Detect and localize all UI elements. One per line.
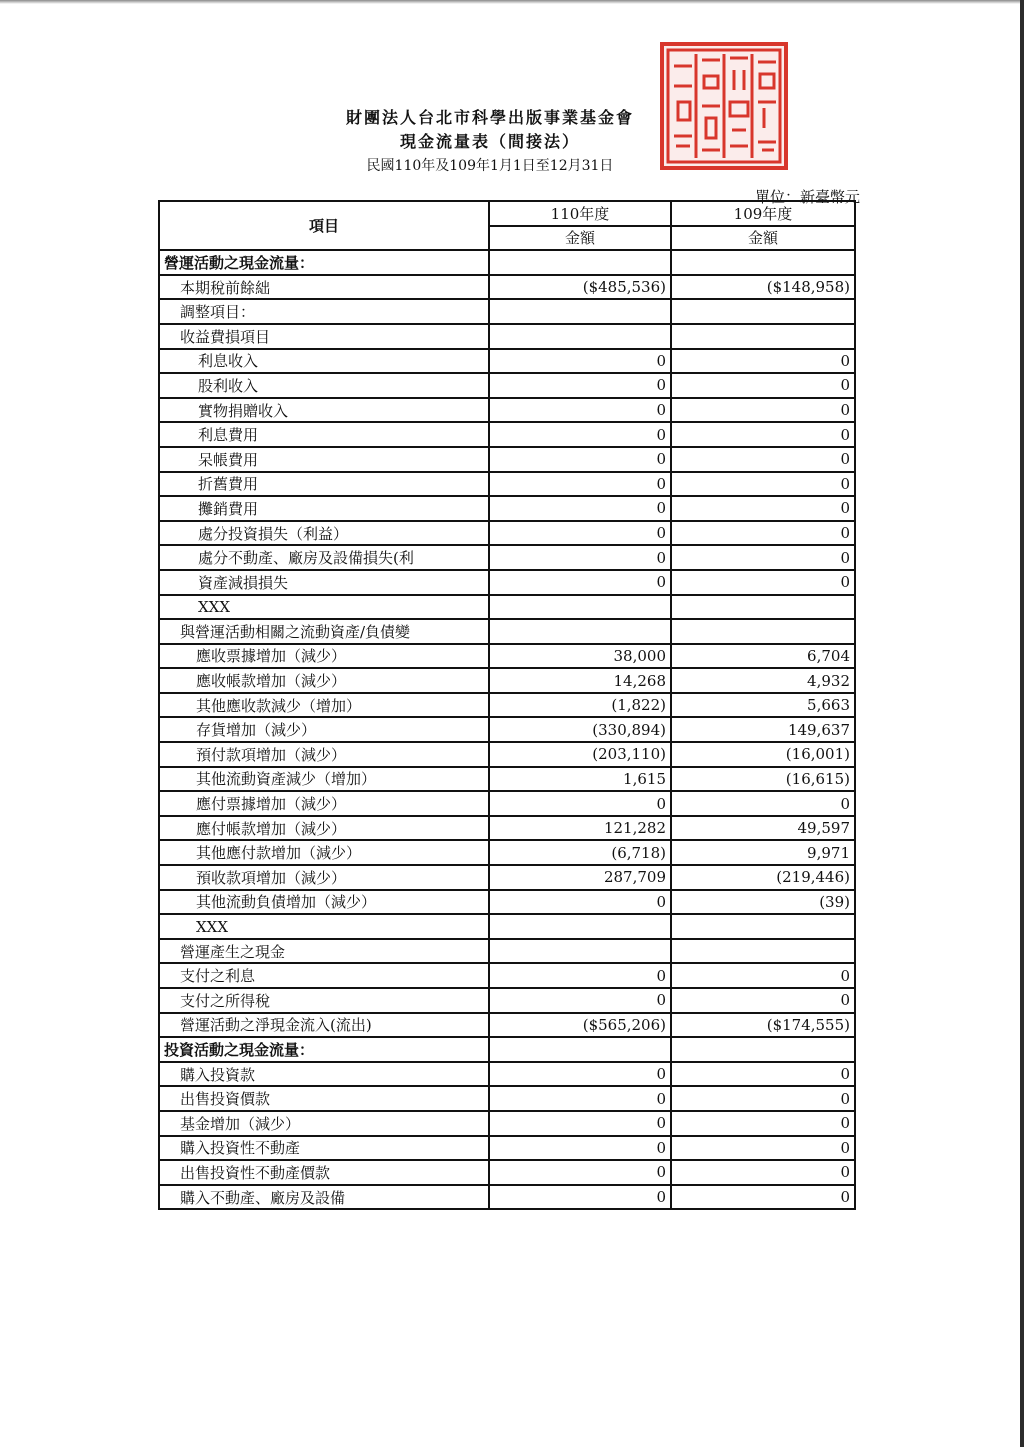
seal-stamp bbox=[660, 42, 788, 170]
table-row bbox=[159, 349, 855, 374]
amount-109: 0 bbox=[671, 988, 855, 1013]
table-row bbox=[159, 890, 855, 915]
row-label: 其他應收款減少（增加） bbox=[159, 693, 489, 718]
table-row bbox=[159, 988, 855, 1013]
table-row bbox=[159, 1037, 855, 1062]
row-label: 出售投資性不動產價款 bbox=[159, 1160, 489, 1185]
table-row bbox=[159, 717, 855, 742]
row-label: 處分投資損失（利益） bbox=[159, 521, 489, 546]
row-label: 存貨增加（減少） bbox=[159, 717, 489, 742]
cash-flow-body bbox=[159, 250, 855, 1209]
row-label: 預收款項增加（減少） bbox=[159, 865, 489, 890]
amount-109: 0 bbox=[671, 1136, 855, 1161]
amount-109: 0 bbox=[671, 398, 855, 423]
amount-110: ($565,206) bbox=[489, 1013, 671, 1038]
table-row bbox=[159, 299, 855, 324]
amount-110: 0 bbox=[489, 1062, 671, 1087]
amount-109: 0 bbox=[671, 545, 855, 570]
table-row bbox=[159, 668, 855, 693]
row-label: 預付款項增加（減少） bbox=[159, 742, 489, 767]
amount-109: (219,446) bbox=[671, 865, 855, 890]
statement-title: 現金流量表（間接法） bbox=[399, 132, 580, 151]
table-row bbox=[159, 644, 855, 669]
amount-110 bbox=[489, 250, 671, 275]
row-label: 折舊費用 bbox=[159, 472, 489, 497]
header-year-110: 110年度 bbox=[489, 201, 671, 226]
row-label: 呆帳費用 bbox=[159, 447, 489, 472]
amount-110: 0 bbox=[489, 545, 671, 570]
amount-109: 0 bbox=[671, 963, 855, 988]
amount-110: 0 bbox=[489, 349, 671, 374]
row-label: 利息收入 bbox=[159, 349, 489, 374]
amount-109: 0 bbox=[671, 570, 855, 595]
header-amount-110: 金額 bbox=[489, 226, 671, 251]
table-row bbox=[159, 693, 855, 718]
table-row bbox=[159, 619, 855, 644]
amount-109: 0 bbox=[671, 791, 855, 816]
amount-109: 0 bbox=[671, 422, 855, 447]
table-row bbox=[159, 521, 855, 546]
amount-110: 0 bbox=[489, 521, 671, 546]
table-row bbox=[159, 840, 855, 865]
amount-110: 0 bbox=[489, 447, 671, 472]
table-row bbox=[159, 914, 855, 939]
amount-109: ($148,958) bbox=[671, 275, 855, 300]
table-row bbox=[159, 767, 855, 792]
table-row bbox=[159, 422, 855, 447]
amount-110: 0 bbox=[489, 988, 671, 1013]
row-label: 應付票據增加（減少） bbox=[159, 791, 489, 816]
table-row bbox=[159, 1185, 855, 1210]
row-label: 支付之利息 bbox=[159, 963, 489, 988]
table-row bbox=[159, 1111, 855, 1136]
row-label: 營運活動之淨現金流入(流出) bbox=[159, 1013, 489, 1038]
table-row bbox=[159, 275, 855, 300]
amount-109: 149,637 bbox=[671, 717, 855, 742]
amount-109: 49,597 bbox=[671, 816, 855, 841]
amount-109: 6,704 bbox=[671, 644, 855, 669]
amount-110: 0 bbox=[489, 496, 671, 521]
amount-110: 0 bbox=[489, 1136, 671, 1161]
amount-110: 14,268 bbox=[489, 668, 671, 693]
row-label: 應付帳款增加（減少） bbox=[159, 816, 489, 841]
amount-110: 0 bbox=[489, 422, 671, 447]
row-label: 本期稅前餘絀 bbox=[159, 275, 489, 300]
table-row bbox=[159, 1136, 855, 1161]
scan-top-edge bbox=[0, 0, 1024, 4]
row-label: 應收票據增加（減少） bbox=[159, 644, 489, 669]
amount-110: (1,822) bbox=[489, 693, 671, 718]
amount-110: 0 bbox=[489, 373, 671, 398]
row-label: 基金增加（減少） bbox=[159, 1111, 489, 1136]
amount-109: ($174,555) bbox=[671, 1013, 855, 1038]
amount-109: (39) bbox=[671, 890, 855, 915]
table-row bbox=[159, 963, 855, 988]
amount-110: 0 bbox=[489, 1185, 671, 1210]
amount-110 bbox=[489, 939, 671, 964]
amount-110: 0 bbox=[489, 1086, 671, 1111]
amount-109: 0 bbox=[671, 1160, 855, 1185]
amount-110: (330,894) bbox=[489, 717, 671, 742]
table-row bbox=[159, 1160, 855, 1185]
table-row bbox=[159, 595, 855, 620]
table-row bbox=[159, 570, 855, 595]
row-label: 實物捐贈收入 bbox=[159, 398, 489, 423]
cash-flow-table bbox=[158, 200, 856, 1210]
amount-109: 5,663 bbox=[671, 693, 855, 718]
table-row bbox=[159, 496, 855, 521]
currency-unit: 單位：新臺幣元 bbox=[754, 188, 860, 206]
amount-110: ($485,536) bbox=[489, 275, 671, 300]
row-label: 購入投資性不動產 bbox=[159, 1136, 489, 1161]
amount-110: 0 bbox=[489, 472, 671, 497]
table-row bbox=[159, 791, 855, 816]
amount-109 bbox=[671, 324, 855, 349]
table-row bbox=[159, 816, 855, 841]
organization-name: 財團法人台北市科學出版事業基金會 bbox=[345, 108, 634, 127]
table-row bbox=[159, 545, 855, 570]
row-label: XXX bbox=[159, 914, 489, 939]
row-label: 資產減損損失 bbox=[159, 570, 489, 595]
table-row bbox=[159, 1013, 855, 1038]
amount-109: 0 bbox=[671, 349, 855, 374]
table-row bbox=[159, 1086, 855, 1111]
amount-109: 0 bbox=[671, 1111, 855, 1136]
amount-109: 4,932 bbox=[671, 668, 855, 693]
table-row bbox=[159, 865, 855, 890]
amount-109: 0 bbox=[671, 521, 855, 546]
row-label: 利息費用 bbox=[159, 422, 489, 447]
amount-110: 38,000 bbox=[489, 644, 671, 669]
row-label: XXX bbox=[159, 595, 489, 620]
reporting-period: 民國110年及109年1月1日至12月31日 bbox=[366, 158, 614, 174]
amount-110 bbox=[489, 1037, 671, 1062]
amount-109: 0 bbox=[671, 1185, 855, 1210]
row-label: 與營運活動相關之流動資產/負債變 bbox=[159, 619, 489, 644]
row-label: 其他應付款增加（減少） bbox=[159, 840, 489, 865]
row-label: 其他流動資產減少（增加） bbox=[159, 767, 489, 792]
amount-109 bbox=[671, 939, 855, 964]
row-label: 其他流動負債增加（減少） bbox=[159, 890, 489, 915]
row-label: 營運活動之現金流量： bbox=[159, 250, 489, 275]
amount-110 bbox=[489, 595, 671, 620]
table-row bbox=[159, 398, 855, 423]
amount-110: (203,110) bbox=[489, 742, 671, 767]
amount-109 bbox=[671, 619, 855, 644]
amount-109 bbox=[671, 595, 855, 620]
header-item: 項目 bbox=[159, 201, 489, 250]
header-year-109: 109年度 bbox=[671, 201, 855, 226]
row-label: 購入不動產、廠房及設備 bbox=[159, 1185, 489, 1210]
amount-109: 0 bbox=[671, 447, 855, 472]
amount-110: 0 bbox=[489, 1111, 671, 1136]
amount-110: 1,615 bbox=[489, 767, 671, 792]
table-row bbox=[159, 472, 855, 497]
amount-110: (6,718) bbox=[489, 840, 671, 865]
amount-110 bbox=[489, 914, 671, 939]
amount-109: 0 bbox=[671, 496, 855, 521]
row-label: 出售投資價款 bbox=[159, 1086, 489, 1111]
amount-110: 121,282 bbox=[489, 816, 671, 841]
row-label: 營運產生之現金 bbox=[159, 939, 489, 964]
table-row bbox=[159, 1062, 855, 1087]
amount-109: (16,001) bbox=[671, 742, 855, 767]
amount-110 bbox=[489, 619, 671, 644]
amount-110 bbox=[489, 299, 671, 324]
row-label: 攤銷費用 bbox=[159, 496, 489, 521]
amount-109: (16,615) bbox=[671, 767, 855, 792]
amount-110: 0 bbox=[489, 570, 671, 595]
amount-109 bbox=[671, 250, 855, 275]
table-row bbox=[159, 324, 855, 349]
table-row bbox=[159, 742, 855, 767]
amount-110 bbox=[489, 324, 671, 349]
table-row bbox=[159, 373, 855, 398]
amount-109: 9,971 bbox=[671, 840, 855, 865]
amount-109: 0 bbox=[671, 1062, 855, 1087]
amount-110: 0 bbox=[489, 398, 671, 423]
amount-110: 0 bbox=[489, 1160, 671, 1185]
amount-110: 0 bbox=[489, 890, 671, 915]
table-row bbox=[159, 939, 855, 964]
amount-109: 0 bbox=[671, 472, 855, 497]
row-label: 調整項目： bbox=[159, 299, 489, 324]
row-label: 支付之所得稅 bbox=[159, 988, 489, 1013]
amount-109 bbox=[671, 1037, 855, 1062]
amount-109: 0 bbox=[671, 373, 855, 398]
amount-109: 0 bbox=[671, 1086, 855, 1111]
row-label: 收益費損項目 bbox=[159, 324, 489, 349]
amount-110: 287,709 bbox=[489, 865, 671, 890]
row-label: 股利收入 bbox=[159, 373, 489, 398]
scan-right-edge bbox=[1020, 0, 1024, 1447]
document-header bbox=[330, 106, 650, 178]
header-amount-109: 金額 bbox=[671, 226, 855, 251]
row-label: 購入投資款 bbox=[159, 1062, 489, 1087]
amount-110: 0 bbox=[489, 963, 671, 988]
amount-110: 0 bbox=[489, 791, 671, 816]
row-label: 應收帳款增加（減少） bbox=[159, 668, 489, 693]
amount-109 bbox=[671, 914, 855, 939]
row-label: 投資活動之現金流量： bbox=[159, 1037, 489, 1062]
amount-109 bbox=[671, 299, 855, 324]
table-row bbox=[159, 250, 855, 275]
table-row bbox=[159, 447, 855, 472]
row-label: 處分不動產、廠房及設備損失(利 bbox=[159, 545, 489, 570]
